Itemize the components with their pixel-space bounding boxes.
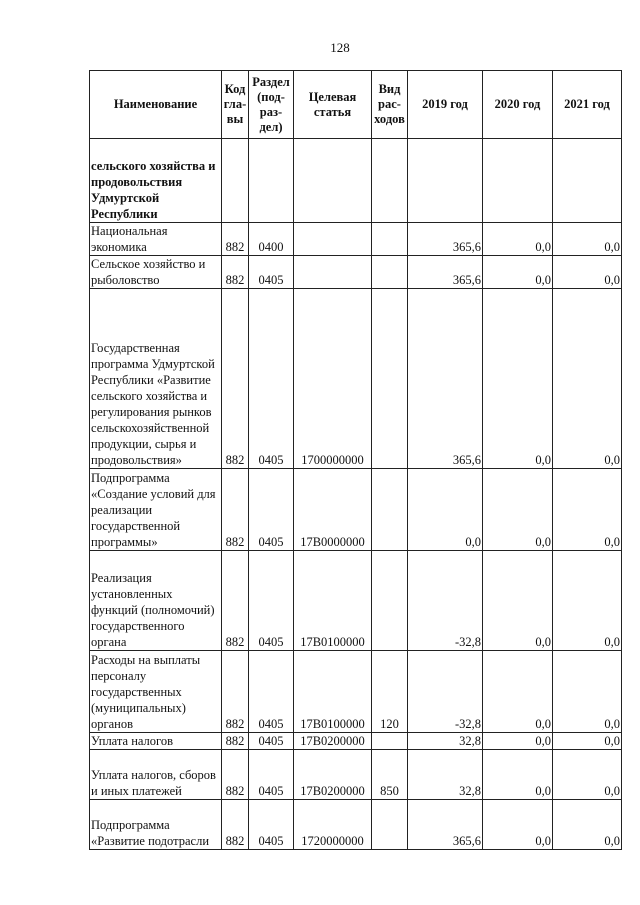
row-kod: 882 bbox=[222, 551, 249, 651]
page-number: 128 bbox=[330, 40, 350, 55]
row-celevaya bbox=[294, 256, 372, 289]
row-kod: 882 bbox=[222, 733, 249, 750]
row-vid bbox=[372, 289, 408, 469]
budget-table-wrapper bbox=[89, 70, 621, 850]
table-row bbox=[90, 750, 622, 800]
row-celevaya bbox=[294, 223, 372, 256]
row-celevaya: 17В0200000 bbox=[294, 733, 372, 750]
row-name: Уплата налогов, сборов и иных платежей bbox=[90, 750, 222, 800]
row-razdel: 0405 bbox=[249, 256, 294, 289]
row-celevaya: 1700000000 bbox=[294, 289, 372, 469]
row-kod: 882 bbox=[222, 750, 249, 800]
row-kod: 882 bbox=[222, 256, 249, 289]
row-2020: 0,0 bbox=[483, 800, 553, 850]
row-kod: 882 bbox=[222, 223, 249, 256]
budget-table bbox=[89, 70, 622, 850]
row-vid bbox=[372, 139, 408, 223]
row-razdel: 0405 bbox=[249, 469, 294, 551]
row-vid bbox=[372, 800, 408, 850]
row-celevaya: 1720000000 bbox=[294, 800, 372, 850]
row-2020: 0,0 bbox=[483, 733, 553, 750]
table-row bbox=[90, 651, 622, 733]
row-celevaya: 17В0200000 bbox=[294, 750, 372, 800]
row-2020: 0,0 bbox=[483, 289, 553, 469]
table-row bbox=[90, 223, 622, 256]
row-vid bbox=[372, 223, 408, 256]
row-name: Расходы на выплаты персоналу государственных (муниципальных) органов bbox=[90, 651, 222, 733]
row-celevaya: 17В0100000 bbox=[294, 551, 372, 651]
row-2021: 0,0 bbox=[553, 223, 622, 256]
row-2021: 0,0 bbox=[553, 469, 622, 551]
header-celevaya: Целевая статья bbox=[294, 71, 372, 139]
row-2019: 32,8 bbox=[408, 733, 483, 750]
table-row bbox=[90, 289, 622, 469]
row-2019: 365,6 bbox=[408, 289, 483, 469]
row-celevaya bbox=[294, 139, 372, 223]
table-body bbox=[90, 139, 622, 850]
row-name: Подпрограмма «Развитие подотрасли bbox=[90, 800, 222, 850]
row-vid bbox=[372, 469, 408, 551]
row-2019: -32,8 bbox=[408, 551, 483, 651]
row-2021: 0,0 bbox=[553, 750, 622, 800]
row-name: Уплата налогов bbox=[90, 733, 222, 750]
header-razdel: Раздел (под-раз-дел) bbox=[249, 71, 294, 139]
table-header bbox=[90, 71, 622, 139]
header-2019: 2019 год bbox=[408, 71, 483, 139]
row-2021: 0,0 bbox=[553, 289, 622, 469]
row-2019: 0,0 bbox=[408, 469, 483, 551]
row-2021: 0,0 bbox=[553, 256, 622, 289]
header-kod: Код гла-вы bbox=[222, 71, 249, 139]
row-2021 bbox=[553, 139, 622, 223]
row-2019 bbox=[408, 139, 483, 223]
row-name: сельского хозяйства и продовольствия Удмуртской Республики bbox=[90, 139, 222, 223]
row-kod bbox=[222, 139, 249, 223]
table-row bbox=[90, 469, 622, 551]
row-2019: 365,6 bbox=[408, 256, 483, 289]
row-razdel: 0405 bbox=[249, 800, 294, 850]
header-2020: 2020 год bbox=[483, 71, 553, 139]
row-2020: 0,0 bbox=[483, 750, 553, 800]
table-row bbox=[90, 551, 622, 651]
header-2021: 2021 год bbox=[553, 71, 622, 139]
row-vid bbox=[372, 733, 408, 750]
row-razdel: 0405 bbox=[249, 651, 294, 733]
row-kod: 882 bbox=[222, 800, 249, 850]
row-2021: 0,0 bbox=[553, 800, 622, 850]
row-name: Государственная программа Удмуртской Республики «Развитие сельского хозяйства и регулирования рынков сельскохозяйственной продукции, сырья и продовольствия» bbox=[90, 289, 222, 469]
row-2019: 365,6 bbox=[408, 223, 483, 256]
row-2020: 0,0 bbox=[483, 469, 553, 551]
row-celevaya: 17В0000000 bbox=[294, 469, 372, 551]
row-2020 bbox=[483, 139, 553, 223]
header-name: Наименование bbox=[90, 71, 222, 139]
row-2021: 0,0 bbox=[553, 733, 622, 750]
row-vid bbox=[372, 256, 408, 289]
row-2020: 0,0 bbox=[483, 651, 553, 733]
row-razdel: 0400 bbox=[249, 223, 294, 256]
row-celevaya: 17В0100000 bbox=[294, 651, 372, 733]
row-name: Реализация установленных функций (полномочий) государственного органа bbox=[90, 551, 222, 651]
row-razdel: 0405 bbox=[249, 733, 294, 750]
row-2020: 0,0 bbox=[483, 551, 553, 651]
row-2021: 0,0 bbox=[553, 551, 622, 651]
row-razdel bbox=[249, 139, 294, 223]
row-vid: 120 bbox=[372, 651, 408, 733]
row-razdel: 0405 bbox=[249, 289, 294, 469]
header-vid: Вид рас-ходов bbox=[372, 71, 408, 139]
row-razdel: 0405 bbox=[249, 551, 294, 651]
row-name: Национальная экономика bbox=[90, 223, 222, 256]
header-row bbox=[90, 71, 622, 139]
row-2019: -32,8 bbox=[408, 651, 483, 733]
row-2019: 32,8 bbox=[408, 750, 483, 800]
table-row bbox=[90, 139, 622, 223]
table-row bbox=[90, 800, 622, 850]
row-vid: 850 bbox=[372, 750, 408, 800]
row-kod: 882 bbox=[222, 469, 249, 551]
row-kod: 882 bbox=[222, 651, 249, 733]
row-name: Подпрограмма «Создание условий для реализации государственной программы» bbox=[90, 469, 222, 551]
table-row bbox=[90, 256, 622, 289]
row-2019: 365,6 bbox=[408, 800, 483, 850]
row-kod: 882 bbox=[222, 289, 249, 469]
table-row bbox=[90, 733, 622, 750]
row-razdel: 0405 bbox=[249, 750, 294, 800]
row-name: Сельское хозяйство и рыболовство bbox=[90, 256, 222, 289]
row-2021: 0,0 bbox=[553, 651, 622, 733]
row-vid bbox=[372, 551, 408, 651]
row-2020: 0,0 bbox=[483, 223, 553, 256]
row-2020: 0,0 bbox=[483, 256, 553, 289]
